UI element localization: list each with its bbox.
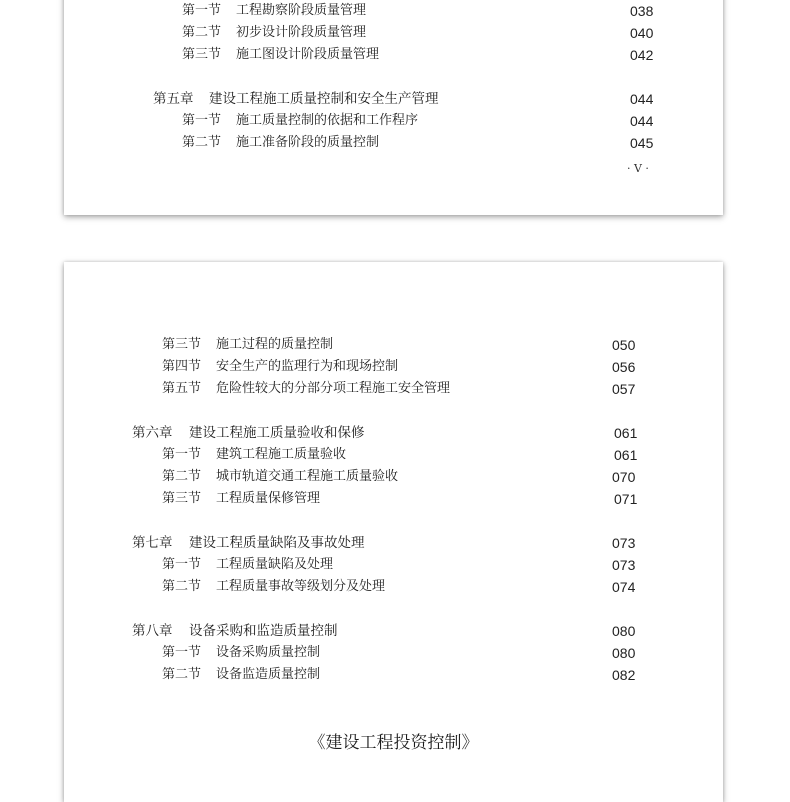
- section-title: 安全生产的监理行为和现场控制: [216, 359, 399, 374]
- section-title: 施工过程的质量控制: [216, 337, 334, 352]
- section-title: 城市轨道交通工程施工质量验收: [216, 469, 399, 484]
- page-number: 050: [612, 337, 636, 353]
- section-title: 设备采购质量控制: [216, 645, 321, 660]
- toc-entry-chapter: [64, 423, 723, 443]
- page-number: 045: [630, 135, 654, 151]
- chapter-label: 第八章: [132, 623, 173, 639]
- toc-entry-chapter: [64, 621, 723, 641]
- toc-entry-section: [64, 45, 723, 65]
- page-number: 070: [612, 469, 636, 485]
- section-label: 第一节: [162, 645, 202, 660]
- section-label: 第五节: [162, 381, 202, 396]
- toc-entry-section: [64, 445, 723, 465]
- section-title: 初步设计阶段质量管理: [236, 25, 367, 40]
- chapter-title: 设备采购和监造质量控制: [189, 623, 338, 639]
- page-number: 061: [614, 447, 638, 463]
- page-number: 061: [614, 425, 638, 441]
- page-number: 073: [612, 557, 636, 573]
- section-label: 第一节: [182, 113, 222, 128]
- toc-entry-section: [64, 555, 723, 575]
- toc-entry-section: [64, 665, 723, 685]
- chapter-label: 第五章: [153, 91, 194, 107]
- section-label: 第二节: [162, 469, 202, 484]
- chapter-title: 建设工程施工质量验收和保修: [189, 425, 365, 441]
- page-number: 074: [612, 579, 636, 595]
- page-number: 071: [614, 491, 638, 507]
- toc-entry-section: [64, 467, 723, 487]
- section-title: 工程质量保修管理: [216, 491, 321, 506]
- chapter-label: 第七章: [132, 535, 173, 551]
- section-title: 设备监造质量控制: [216, 667, 321, 682]
- toc-entry-chapter: [64, 89, 723, 109]
- section-label: 第三节: [162, 337, 202, 352]
- section-title: 工程质量事故等级划分及处理: [216, 579, 386, 594]
- toc-entry-section: [64, 111, 723, 131]
- section-label: 第一节: [162, 447, 202, 462]
- page-number: 082: [612, 667, 636, 683]
- toc-entry-section: [64, 23, 723, 43]
- toc-entry-section: [64, 577, 723, 597]
- toc-entry-section: [64, 133, 723, 153]
- page-number: 057: [612, 381, 636, 397]
- toc-entry-section: [64, 335, 723, 355]
- section-title: 施工图设计阶段质量管理: [236, 47, 380, 62]
- section-title: 施工准备阶段的质量控制: [236, 135, 380, 150]
- section-label: 第二节: [182, 25, 222, 40]
- section-label: 第四节: [162, 359, 202, 374]
- section-title: 建筑工程施工质量验收: [216, 447, 347, 462]
- section-label: 第二节: [162, 579, 202, 594]
- page-number: 042: [630, 47, 654, 63]
- section-label: 第二节: [182, 135, 222, 150]
- page-number: 044: [630, 91, 654, 107]
- section-title: 施工质量控制的依据和工作程序: [236, 113, 419, 128]
- page-number: 044: [630, 113, 654, 129]
- toc-entry-section: [64, 1, 723, 21]
- section-label: 第一节: [182, 3, 222, 18]
- page-number: 040: [630, 25, 654, 41]
- page-number: 038: [630, 3, 654, 19]
- toc-page-v: [64, 0, 723, 215]
- toc-entry-section: [64, 643, 723, 663]
- chapter-title: 建设工程施工质量控制和安全生产管理: [209, 91, 439, 107]
- book-title: 《建设工程投资控制》: [308, 733, 479, 753]
- page-number: 080: [612, 623, 636, 639]
- toc-entry-section: [64, 489, 723, 509]
- section-label: 第一节: [162, 557, 202, 572]
- page-folio: · V ·: [627, 162, 649, 175]
- page-number: 080: [612, 645, 636, 661]
- section-label: 第三节: [182, 47, 222, 62]
- section-title: 危险性较大的分部分项工程施工安全管理: [216, 381, 451, 396]
- toc-entry-section: [64, 379, 723, 399]
- chapter-label: 第六章: [132, 425, 173, 441]
- toc-entry-section: [64, 357, 723, 377]
- chapter-title: 建设工程质量缺陷及事故处理: [189, 535, 365, 551]
- page-number: 056: [612, 359, 636, 375]
- page-number: 073: [612, 535, 636, 551]
- section-title: 工程勘察阶段质量管理: [236, 3, 367, 18]
- section-label: 第三节: [162, 491, 202, 506]
- section-title: 工程质量缺陷及处理: [216, 557, 334, 572]
- toc-entry-chapter: [64, 533, 723, 553]
- toc-page: [64, 262, 723, 802]
- section-label: 第二节: [162, 667, 202, 682]
